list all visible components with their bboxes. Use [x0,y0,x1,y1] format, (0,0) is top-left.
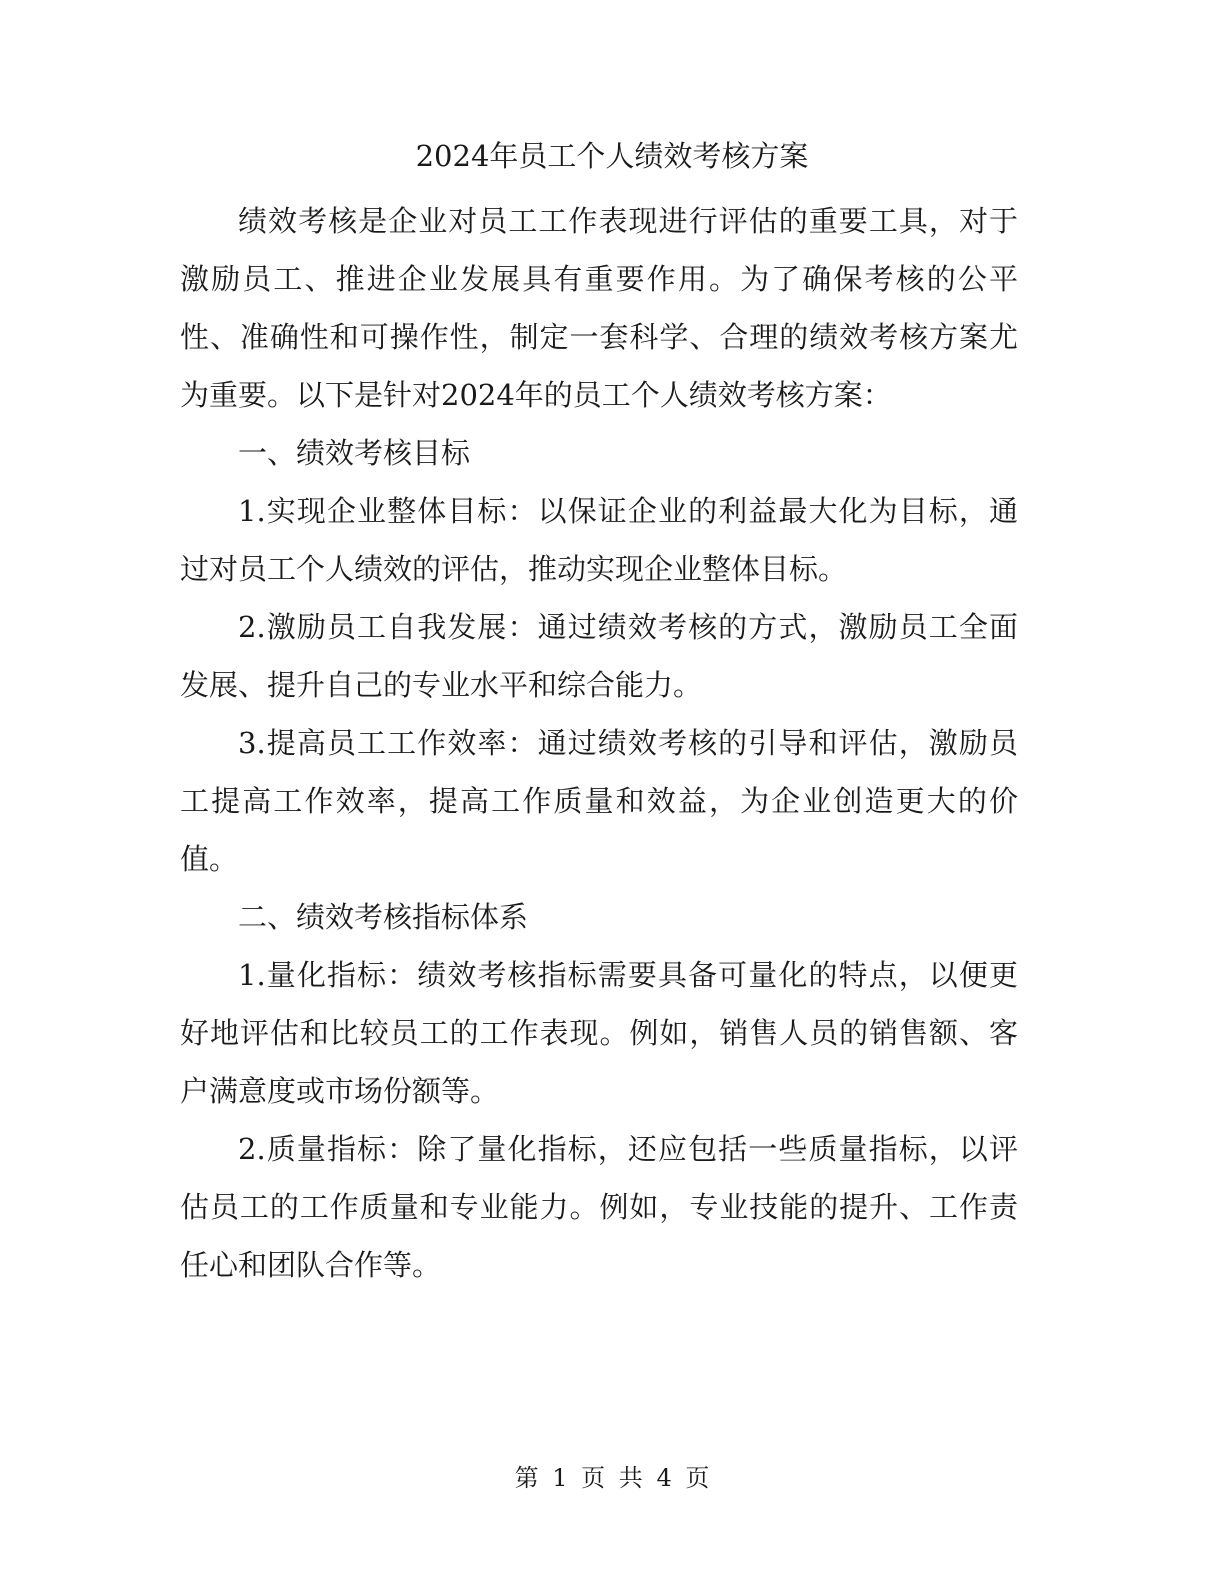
document-body [180,192,1018,1294]
goal-item-1: 1.实现企业整体目标：以保证企业的利益最大化为目标，通过对员工个人绩效的评估，推动实现企业整体目标。 [180,494,1018,586]
intro-paragraph: 绩效考核是企业对员工工作表现进行评估的重要工具，对于激励员工、推进企业发展具有重要作用。为了确保考核的公平性、准确性和可操作性，制定一套科学、合理的绩效考核方案尤为重要。以下是针对2024年的员工个人绩效考核方案： [180,204,1018,412]
section-heading-indicators: 二、绩效考核指标体系 [238,900,529,934]
page-footer: 第 1 页 共 4 页 [514,1464,710,1492]
goal-item-3: 3.提高员工工作效率：通过绩效考核的引导和评估，激励员工提高工作效率，提高工作质量和效益，为企业创造更大的价值。 [180,726,1018,876]
goal-item-2: 2.激励员工自我发展：通过绩效考核的方式，激励员工全面发展、提升自己的专业水平和综合能力。 [180,610,1018,702]
section-heading-goals: 一、绩效考核目标 [238,436,471,470]
indicator-item-2: 2.质量指标：除了量化指标，还应包括一些质量指标，以评估员工的工作质量和专业能力。例如，专业技能的提升、工作责任心和团队合作等。 [180,1132,1018,1282]
document-title: 2024年员工个人绩效考核方案 [415,139,809,173]
indicator-item-1: 1.量化指标：绩效考核指标需要具备可量化的特点，以便更好地评估和比较员工的工作表现。例如，销售人员的销售额、客户满意度或市场份额等。 [180,958,1018,1108]
